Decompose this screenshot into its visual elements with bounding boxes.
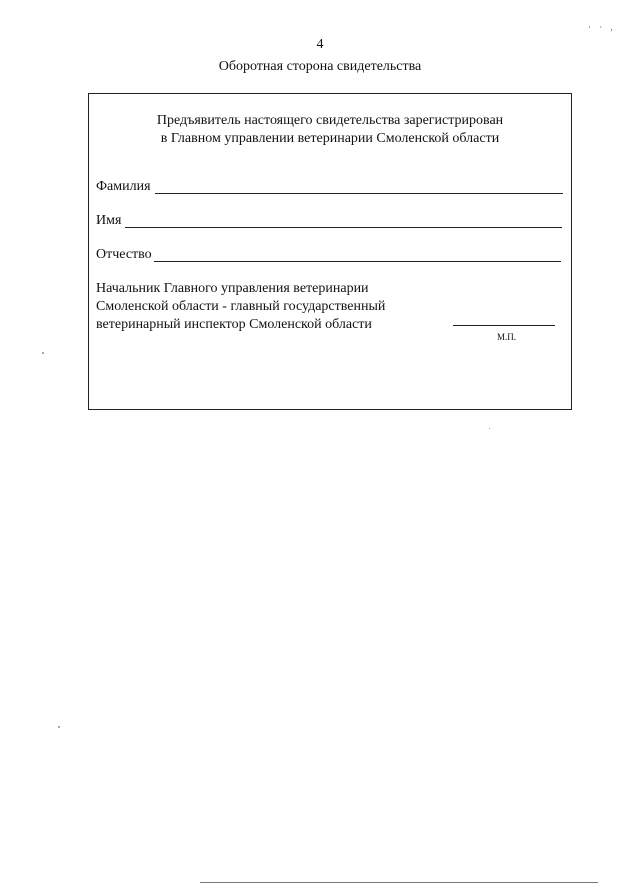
signatory-title-line-1: Начальник Главного управления ветеринарии: [96, 281, 369, 296]
scan-speck: [489, 428, 490, 429]
surname-field-line[interactable]: [155, 193, 563, 194]
signatory-title-line-2: Смоленской области - главный государственный: [96, 299, 386, 314]
registration-statement-line-1: Предъявитель настоящего свидетельства зарегистрирован: [156, 113, 504, 128]
name-field-line[interactable]: [125, 227, 562, 228]
scan-corner-mark: · · ,: [588, 22, 616, 32]
signatory-title-line-3: ветеринарный инспектор Смоленской области: [96, 317, 372, 332]
page-number: 4: [316, 37, 324, 52]
signatory-title: [96, 280, 385, 334]
registration-statement: [89, 112, 571, 148]
signature-line[interactable]: [453, 325, 555, 326]
registration-statement-line-2: в Главном управлении ветеринарии Смоленской области: [160, 131, 500, 146]
page-heading: Оборотная сторона свидетельства: [218, 59, 422, 74]
certificate-back-box: [88, 93, 572, 410]
patronymic-field-line[interactable]: [154, 261, 561, 262]
scan-speck: [58, 726, 60, 728]
surname-label: Фамилия: [96, 179, 151, 194]
scan-speck: [42, 352, 44, 354]
patronymic-label: Отчество: [96, 247, 152, 262]
scan-bottom-edge-line: [200, 882, 598, 883]
stamp-label: М.П.: [497, 332, 517, 342]
name-label: Имя: [96, 213, 122, 228]
